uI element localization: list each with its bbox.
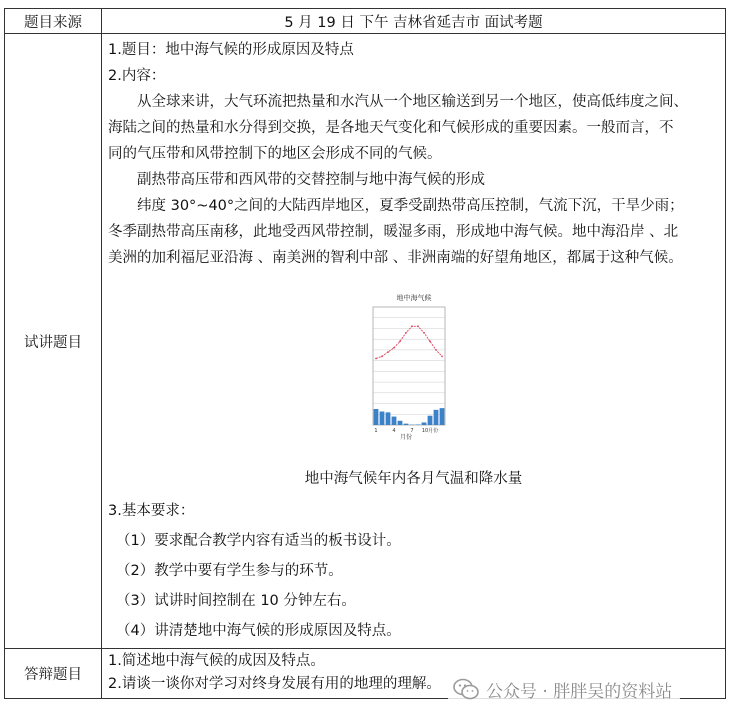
temperature-point: [375, 358, 377, 360]
paragraph-1: [108, 89, 719, 167]
chart-xlabel: 月份: [399, 434, 412, 441]
defense-question: 2.请谈一谈你对学习对终身发展有用的地理的理解。: [108, 676, 441, 692]
precipitation-bar: [391, 417, 396, 425]
defense-question: 1.简述地中海气候的成因及特点。: [108, 653, 325, 669]
climate-chart-svg: [359, 293, 469, 443]
precipitation-bar: [427, 416, 432, 425]
temperature-point: [405, 332, 407, 334]
lecture-cell: [102, 34, 726, 649]
temperature-point: [441, 355, 443, 357]
precipitation-bar: [379, 412, 384, 425]
source-label: 题目来源: [5, 9, 102, 34]
precipitation-bar: [397, 421, 402, 425]
climate-chart: [359, 293, 469, 452]
paragraph-2-line: 美洲的加利福尼亚沿海 、南美洲的智利中部 、非洲南端的好望角地区，都属于这种气候。: [108, 250, 683, 266]
exam-table: [4, 8, 726, 699]
figure-caption: 地中海气候年内各月气温和降水量: [304, 471, 523, 487]
wechat-icon: [452, 678, 480, 700]
paragraph-1-line: 海陆之间的热量和水分得到交换，是各地天气变化和气候形成的重要因素。一般而言，不: [108, 120, 674, 136]
temperature-point: [411, 325, 413, 327]
watermark: [448, 676, 680, 702]
lecture-content: [102, 34, 725, 648]
paragraph-2: [108, 193, 719, 271]
requirement-item: （1）要求配合教学内容有适当的板书设计。: [116, 533, 401, 549]
subheading: 副热带高压带和西风带的交替控制与地中海气候的形成: [137, 172, 485, 188]
paragraph-1-line: 从全球来讲，大气环流把热量和水汽从一个地区输送到另一个地区，使高低纬度之间、: [137, 94, 688, 110]
chart-title: 地中海气候: [396, 294, 431, 302]
precipitation-bar: [415, 424, 420, 425]
lecture-topic: 1.题目：地中海气候的形成原因及特点: [108, 42, 354, 58]
temperature-point: [399, 340, 401, 342]
chart-x-tick-label: 1: [373, 428, 378, 434]
requirement-item: （2）教学中要有学生参与的环节。: [116, 563, 343, 579]
paragraph-2-line: 纬度 30°~40°之间的大陆西岸地区，夏季受副热带高压控制，气流下沉，干旱少雨；: [137, 198, 684, 214]
chart-x-tick-label: 7: [409, 428, 414, 434]
precipitation-bar: [403, 424, 408, 425]
temperature-point: [435, 349, 437, 351]
content-heading: 2.内容：: [108, 68, 166, 84]
requirement-item: （3）试讲时间控制在 10 分钟左右。: [116, 593, 356, 609]
precipitation-bar: [373, 409, 378, 425]
temperature-point: [423, 332, 425, 334]
precipitation-bar: [433, 410, 438, 425]
requirement-item: （4）讲清楚地中海气候的形成原因及特点。: [116, 623, 401, 639]
requirements-heading: 3.基本要求：: [108, 503, 195, 519]
defense-label: 答辩题目: [5, 649, 102, 699]
lecture-label: 试讲题目: [5, 34, 102, 649]
temperature-point: [429, 340, 431, 342]
precipitation-bar: [439, 408, 444, 425]
source-value: 5 月 19 日 下午 吉林省延吉市 面试考题: [102, 9, 726, 34]
temperature-point: [393, 347, 395, 349]
watermark-text: 公众号 · 胖胖吴的资料站: [486, 681, 673, 702]
chart-x-tick-label: 10月份: [421, 428, 438, 434]
temperature-point: [381, 355, 383, 357]
paragraph-2-line: 冬季副热带高压南移，此地受西风带控制，暖湿多雨，形成地中海气候。地中海沿岸 、北: [108, 224, 679, 240]
precipitation-bar: [421, 422, 426, 425]
precipitation-bar: [385, 412, 390, 425]
temperature-point: [417, 325, 419, 327]
paragraph-1-line: 同的气压带和风带控制下的地区会形成不同的气候。: [108, 146, 442, 162]
chart-plot-area: [373, 307, 445, 425]
chart-x-tick-label: 4: [391, 428, 396, 434]
temperature-point: [387, 351, 389, 353]
